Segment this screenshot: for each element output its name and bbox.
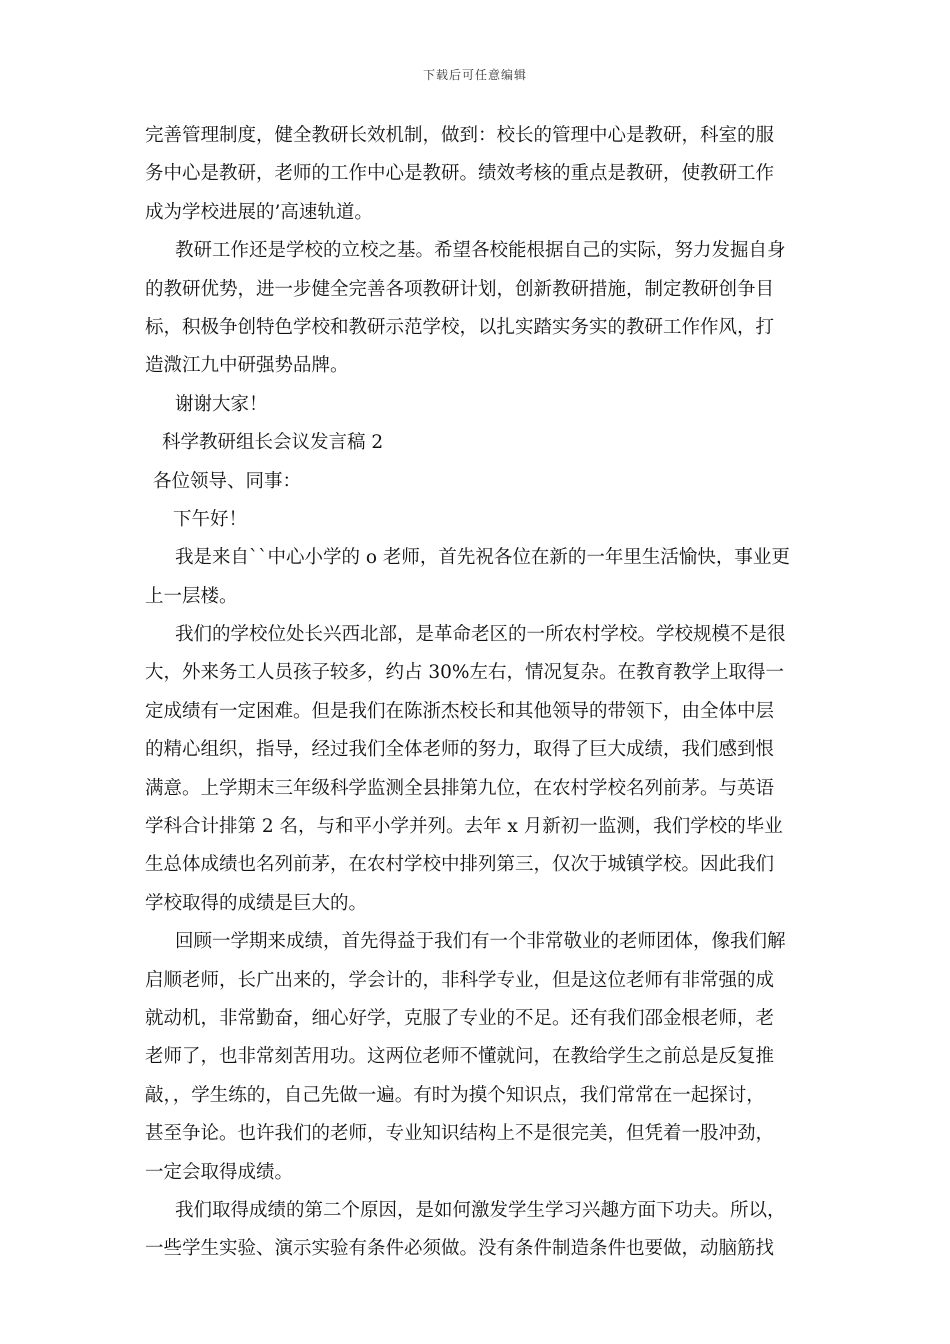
text-line: 满意。上学期末三年级科学监测全县排第九位，在农村学校名列前茅。与英语 bbox=[145, 777, 775, 799]
text-line: 生总体成绩也名列前茅，在农村学校中排列第三，仅次于城镇学校。因此我们 bbox=[145, 854, 775, 876]
text-line: 就动机，非常勤奋，细心好学，克服了专业的不足。还有我们邵金根老师，老 bbox=[145, 1007, 775, 1029]
paragraph-start: 教研工作还是学校的立校之基。希望各校能根据自己的实际，努力发掘自身 bbox=[175, 240, 786, 262]
text-line: 老师了，也非常刻苦用功。这两位老师不懂就问，在教给学生之前总是反复推 bbox=[145, 1046, 775, 1068]
paragraph-start: 我们的学校位处长兴西北部，是革命老区的一所农村学校。学校规模不是很 bbox=[175, 624, 786, 646]
text-line: 定成绩有一定困难。但是我们在陈浙杰校长和其他领导的带领下，由全体中层 bbox=[145, 700, 775, 722]
text-line: 成为学校进展的’高速轨道。 bbox=[145, 201, 373, 223]
paragraph-start: 回顾一学期来成绩，首先得益于我们有一个非常敬业的老师团体，像我们解 bbox=[175, 931, 786, 953]
text-line: 造溦江九中研强势品牌。 bbox=[145, 355, 349, 377]
closing-thanks: 谢谢大家！ bbox=[175, 393, 268, 415]
greeting: 下午好！ bbox=[173, 508, 248, 530]
text-line: 上一层楼。 bbox=[145, 585, 238, 607]
header-note: 下载后可任意编辑 bbox=[422, 68, 527, 82]
text-line: 标，积极争创特色学校和教研示范学校，以扎实踏实务实的教研工作作风，打 bbox=[145, 316, 775, 338]
paragraph-start: 我们取得成绩的第二个原因，是如何激发学生学习兴趣方面下功夫。所以， bbox=[175, 1199, 786, 1221]
section-title: 科学教研组长会议发言稿 2 bbox=[162, 432, 384, 454]
text-line: 一些学生实验、演示实验有条件必须做。没有条件制造条件也要做，动脑筋找 bbox=[145, 1238, 775, 1260]
document-body bbox=[145, 117, 807, 1269]
text-line: 学校取得的成绩是巨大的。 bbox=[145, 892, 368, 914]
text-line: 启顺老师，长广出来的，学会计的，非科学专业，但是这位老师有非常强的成 bbox=[145, 969, 775, 991]
text-line: 学科合计排第 2 名，与和平小学并列。去年 x 月新初一监测，我们学校的毕业 bbox=[145, 816, 783, 838]
text-line: 一定会取得成绩。 bbox=[145, 1161, 294, 1183]
text-line: 的精心组织，指导，经过我们全体老师的努力，取得了巨大成绩，我们感到恨 bbox=[145, 739, 775, 761]
text-line: 的教研优势，进一步健全完善各项教研计划，创新教研措施，制定教研创争目 bbox=[145, 278, 775, 300]
paragraph-start: 我是来自``中心小学的 o 老师，首先祝各位在新的一年里生活愉快，事业更 bbox=[175, 547, 790, 569]
salutation: 各位领导、同事： bbox=[153, 470, 302, 492]
text-line: 大，外来务工人员孩子较多，约占 30%左右，情况复杂。在教育教学上取得一 bbox=[145, 662, 785, 684]
text-line: 完善管理制度，健全教研长效机制，做到：校长的管理中心是教研，科室的服 bbox=[145, 125, 775, 146]
text-line: 甚至争论。也许我们的老师，专业知识结构上不是很完美，但凭着一股冲劲， bbox=[145, 1123, 775, 1145]
text-line: 敲，，学生练的，自己先做一遍。有时为摸个知识点，我们常常在一起探讨， bbox=[145, 1084, 765, 1106]
text-line: 务中心是教研，老师的工作中心是教研。绩效考核的重点是教研，使教研工作 bbox=[145, 163, 775, 185]
